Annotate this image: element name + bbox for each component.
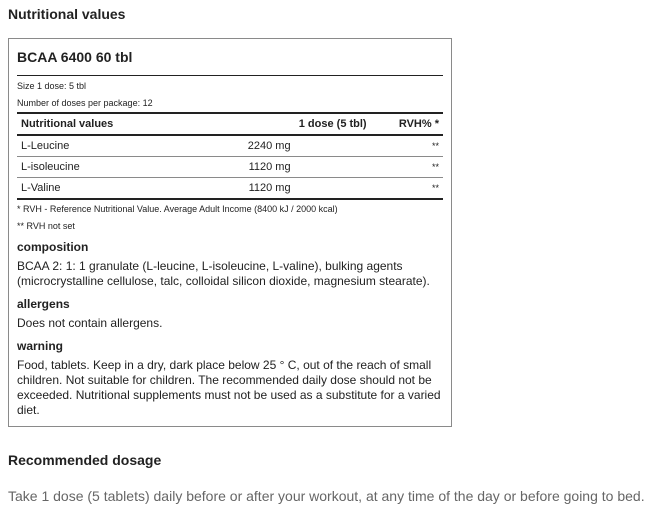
doses-per-package: Number of doses per package: 12 (17, 98, 153, 108)
table-row (17, 157, 443, 178)
table-header-row (17, 113, 443, 135)
nutrient-name: L-Valine (17, 178, 225, 200)
divider (17, 75, 443, 76)
composition-heading: composition (17, 240, 89, 254)
recommended-dosage-text: Take 1 dose (5 tablets) daily before or after your workout, at any time of the day or before going to bed. (8, 488, 645, 504)
nutritional-values-title: Nutritional values (8, 6, 126, 22)
table-row (17, 135, 443, 157)
nutrient-name: L-isoleucine (17, 157, 225, 178)
allergens-heading: allergens (17, 297, 70, 311)
nutrition-panel (8, 38, 452, 427)
footnote-rvh-not-set: ** RVH not set (17, 221, 75, 231)
footnote-rvh: * RVH - Reference Nutritional Value. Average Adult Income (8400 kJ / 2000 kcal) (17, 204, 338, 214)
header-dose: 1 dose (5 tbl) (225, 113, 389, 135)
product-name: BCAA 6400 60 tbl (17, 49, 133, 65)
nutrient-rvh: ** (389, 157, 443, 178)
recommended-dosage-title: Recommended dosage (8, 452, 162, 468)
nutrient-dose: 1120 mg (225, 178, 389, 200)
allergens-text: Does not contain allergens. (17, 316, 163, 330)
nutrient-rvh: ** (389, 178, 443, 200)
dose-size: Size 1 dose: 5 tbl (17, 81, 87, 91)
warning-text: Food, tablets. Keep in a dry, dark place below 25 ° C, out of the reach of small children. Not suitable for children. The recommended daily dose should not be exceeded. Nutritional supplements must not be used as a substitute for a varied diet. (17, 358, 441, 417)
nutrition-table (17, 112, 443, 200)
table-row (17, 178, 443, 200)
nutrient-dose: 1120 mg (225, 157, 389, 178)
nutrient-dose: 2240 mg (225, 135, 389, 157)
header-rvh: RVH% * (389, 113, 443, 135)
nutrient-rvh: ** (389, 135, 443, 157)
header-nutritional-values: Nutritional values (17, 113, 225, 135)
warning-heading: warning (17, 339, 64, 353)
composition-text: BCAA 2: 1: 1 granulate (L-leucine, L-isoleucine, L-valine), bulking agents (microcrystalline cellulose, talc, colloidal silicon dioxide, magnesium stearate). (17, 259, 430, 288)
nutrient-name: L-Leucine (17, 135, 225, 157)
